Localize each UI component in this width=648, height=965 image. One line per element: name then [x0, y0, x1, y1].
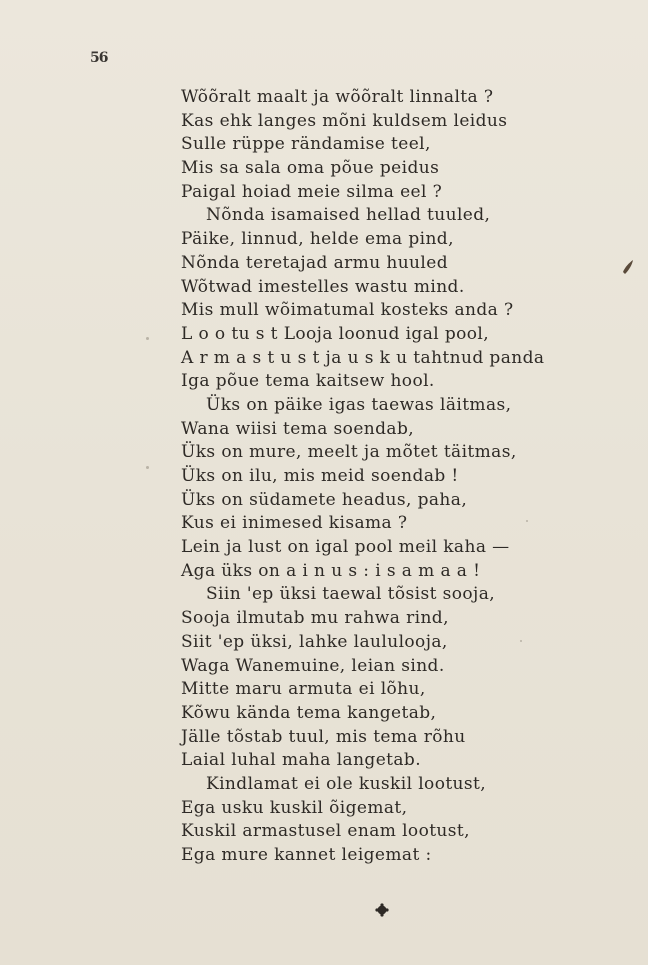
poem-line: Üks on ilu, mis meid soendab !	[181, 466, 459, 486]
poem-line: Siin 'ep üksi taewal tõsist sooja,	[206, 584, 496, 605]
paper-speck	[146, 466, 149, 469]
poem-line: A r m a s t u s t ja u s k u tahtnud panda	[181, 347, 545, 368]
poem-line: Kuskil armastusel enam lootust,	[181, 821, 470, 842]
poem-line: Laial luhal maha langetab.	[181, 750, 422, 771]
poem-line: Kindlamat ei ole kuskil lootust,	[206, 773, 487, 794]
poem-line: Nõnda isamaised hellad tuuled,	[206, 205, 491, 226]
poem-line: Wõõralt maalt ja wõõralt linnalta ?	[181, 87, 494, 107]
poem-line: Iga põue tema kaitsew hool.	[181, 371, 435, 392]
poem-line: Sooja ilmutab mu rahwa rind,	[181, 608, 449, 629]
stanza-3	[181, 394, 581, 584]
poem-line: Waga Wanemuine, leian sind.	[181, 655, 445, 676]
poem-line: Üks on südamete headus, paha,	[181, 489, 468, 510]
poem-line: Kõwu kända tema kangetab,	[181, 702, 437, 723]
stanza-5	[181, 773, 581, 868]
poem-line: L o o tu s t Looja loonud igal pool,	[181, 323, 490, 344]
stanza-4	[181, 583, 581, 773]
paper-speck	[526, 520, 528, 522]
poem-line: Nõnda teretajad armu huuled	[181, 252, 448, 273]
paper-speck	[146, 337, 149, 340]
poem-line: Mis sa sala oma põue peidus	[181, 158, 440, 179]
poem-line: Üks on päike igas taewas läitmas,	[206, 394, 512, 415]
poem-line: Üks on mure, meelt ja mõtet täitmas,	[181, 442, 517, 463]
paper-speck	[520, 640, 522, 642]
page-number: 56	[90, 50, 108, 66]
poem-line: Paigal hoiad meie silma eel ?	[181, 181, 443, 202]
poem-line: Jälle tõstab tuul, mis tema rõhu	[181, 726, 466, 747]
poem-line: Lein ja lust on igal pool meil kaha —	[181, 537, 510, 558]
poem-line: Ega mure kannet leigemat :	[181, 845, 432, 865]
poem	[181, 86, 581, 868]
poem-line: Päike, linnud, helde ema pind,	[181, 229, 454, 250]
poem-line: Kus ei inimesed kisama ?	[181, 513, 408, 534]
poem-line: Sulle rüppe rändamise teel,	[181, 134, 431, 155]
ornament-icon	[375, 903, 389, 917]
poem-line: Kas ehk langes mõni kuldsem leidus	[181, 110, 508, 131]
ink-blot-icon	[620, 258, 636, 276]
stanza-2	[181, 204, 581, 394]
poem-line: Aga üks on a i n u s : i s a m a a !	[181, 560, 481, 581]
poem-line: Siit 'ep üksi, lahke laululooja,	[181, 631, 448, 652]
poem-line: Wõtwad imestelles wastu mind.	[181, 276, 465, 297]
poem-line: Mitte maru armuta ei lõhu,	[181, 679, 426, 700]
poem-line: Ega usku kuskil õigemat,	[181, 797, 408, 818]
poem-line: Wana wiisi tema soendab,	[181, 418, 415, 439]
stanza-1	[181, 86, 581, 204]
poem-line: Mis mull wõimatumal kosteks anda ?	[181, 300, 514, 321]
